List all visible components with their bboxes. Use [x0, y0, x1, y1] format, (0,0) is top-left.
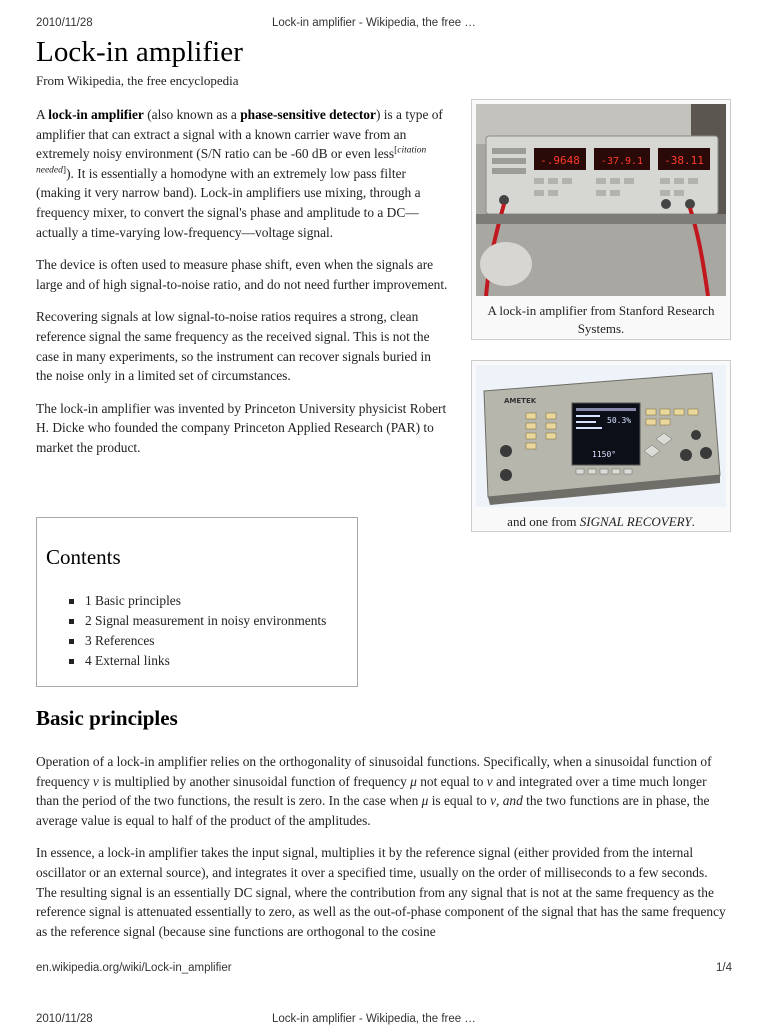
intro-text: [36, 105, 448, 471]
text-run: (also known as a: [143, 107, 241, 122]
figure-caption: [476, 507, 726, 533]
text-run: ). It is essentially a homodyne with an extremely low pass filter (making it very narrow band). Lock-in amplifiers use mixing, through a frequency mixer, to convert the signal's phase and amplitude to a DC—actually a time-varying low-frequency—voltage signal.: [36, 165, 421, 240]
text-run: A: [36, 107, 49, 122]
text-run: and integrated over a time much longer than the period of the two functions, the result is zero. In the case when: [36, 773, 707, 809]
stanford-amplifier-photo[interactable]: [476, 104, 726, 296]
signal-recovery-amplifier-photo[interactable]: [476, 365, 726, 507]
math-symbol: μ: [410, 773, 417, 789]
text-run: is multiplied by another sinusoidal function of frequency: [98, 773, 411, 789]
intro-paragraph-1: [36, 105, 448, 242]
print-date: 2010/11/28: [36, 17, 93, 29]
figure-caption: A lock-in amplifier from Stanford Research Systems.: [487, 303, 715, 336]
display-readout-2: -37.9.1: [600, 156, 644, 167]
math-symbol: ν: [92, 773, 99, 789]
section-body: [36, 752, 731, 954]
bold-term: lock-in amplifier: [48, 107, 144, 122]
page-number: 1/4: [716, 962, 732, 974]
caption-link[interactable]: SIGNAL RECOVERY: [579, 514, 692, 529]
page-title: Lock-in amplifier: [36, 36, 244, 68]
contents-item[interactable]: 2 Signal measurement in noisy environments: [69, 611, 326, 631]
intro-paragraph-2: The device is often used to measure phase shift, even when the signals are large and of high signal-to-noise ratio, and do not need further improvement.: [36, 257, 448, 292]
text-run: Operation of a lock-in amplifier relies on the orthogonality of sinusoidal functions. Specifically, when a sinusoidal function of frequency: [36, 754, 712, 789]
caption-text: and one from: [507, 514, 580, 529]
contents-item[interactable]: 4 External links: [69, 651, 326, 671]
bold-term: phase-sensitive detector: [240, 107, 376, 122]
contents-item[interactable]: 1 Basic principles: [69, 591, 326, 611]
text-run: the two functions are in phase, the average value is equal to half of the product of the amplitudes.: [36, 793, 710, 828]
tagline: From Wikipedia, the free encyclopedia: [36, 73, 239, 88]
contents-item[interactable]: 3 References: [69, 631, 326, 651]
stanford-amplifier-illustration: [476, 104, 726, 296]
citation-needed[interactable]: [citation needed]: [36, 145, 427, 176]
text-run: ) is a type of amplifier that can extract a signal with a known carrier wave from an extremely noisy environment (S/N ratio can be -60 dB or even less: [36, 107, 443, 162]
page-url: en.wikipedia.org/wiki/Lock-in_amplifier: [36, 962, 232, 974]
math-symbol: ν: [486, 773, 493, 789]
signal-recovery-illustration: [476, 365, 726, 507]
intro-paragraph-3: Recovering signals at low signal-to-noise ratios requires a strong, clean reference signal the same frequency as the received signal. This is not the case in many experiments, so the instrument can recover signals buried in the noise only in a limited set of circumstances.: [36, 309, 431, 384]
contents-heading: Contents: [46, 545, 121, 569]
caption-text: .: [691, 514, 695, 529]
figure-stanford: [471, 99, 731, 340]
section-heading: Basic principles: [36, 706, 178, 730]
brand-label: AMETEK: [504, 397, 537, 405]
text-run: is equal to: [428, 793, 491, 809]
figure-signal-recovery: [471, 360, 731, 532]
print-title: Lock-in amplifier - Wikipedia, the free …: [272, 17, 476, 29]
math-symbol: ν, and: [490, 793, 523, 809]
intro-paragraph-4: The lock-in amplifier was invented by Princeton University physicist Robert H. Dicke who founded the company Princeton Applied Research (PAR) to market the product.: [36, 400, 447, 455]
contents-list: [69, 591, 326, 671]
math-symbol: μ: [421, 793, 429, 809]
print-title: Lock-in amplifier - Wikipedia, the free …: [272, 1013, 476, 1025]
screen-readout-2: 1150°: [592, 450, 617, 459]
print-date: 2010/11/28: [36, 1013, 93, 1025]
section-paragraph-1: [36, 752, 731, 830]
section-paragraph-2: In essence, a lock-in amplifier takes the input signal, multiplies it by the reference signal (either provided from the internal oscillator or an external source), and integrates it over a specified time, usually on the order of milliseconds to a few seconds. The resulting signal is an essentially DC signal, where the contribution from any signal that is not at the same frequency as the reference signal is attenuated essentially to zero, as well as the out-of-phase component of the signal that has the same frequency as the reference signal (because sine functions are orthogonal to the cosine: [36, 845, 726, 939]
text-run: not equal to: [416, 773, 487, 789]
display-readout-3: -38.11: [664, 154, 704, 167]
display-readout-1: -.9648: [540, 154, 580, 167]
table-of-contents: [36, 517, 358, 687]
citation-label: citation needed: [36, 145, 427, 176]
screen-readout-1: 50.3%: [607, 416, 632, 425]
